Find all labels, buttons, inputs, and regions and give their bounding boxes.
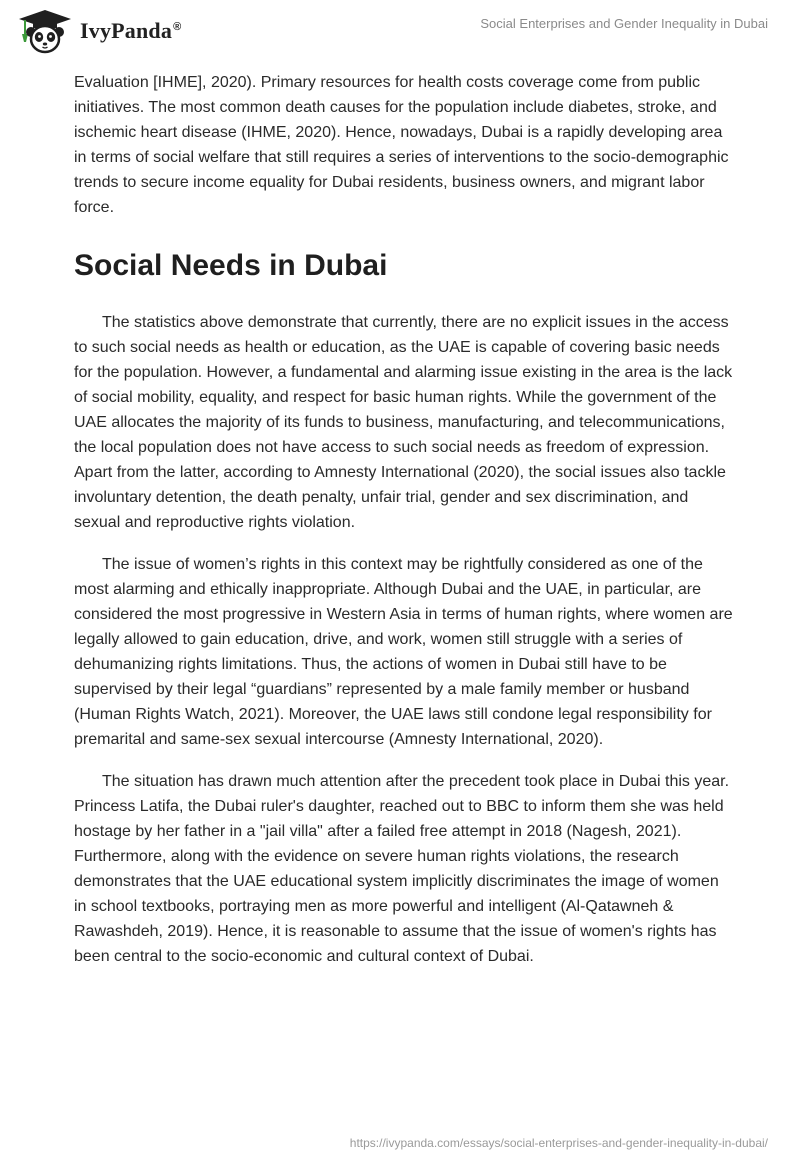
footer-url-link[interactable]: https://ivypanda.com/essays/social-enterprises-and-gender-inequality-in-dubai/ (349, 1136, 768, 1150)
panda-graduate-logo-icon (16, 8, 74, 54)
section-heading: Social Needs in Dubai (74, 249, 388, 282)
registered-mark: ® (173, 20, 182, 33)
body-paragraph: The situation has drawn much attention after the precedent took place in Dubai this year. Princess Latifa, the Dubai ruler's daughter, reached out to BBC to inform them she was held hostage by her father in a "jail villa" after a failed free attempt in 2018 (Nagesh, 2021). Furthermore, along with the evidence on severe human rights violations, the research demonstrates that the UAE educational system implicitly discriminates the image of women in school textbooks, portraying men as more powerful and intelligent (Al-Qatawneh & Rawashdeh, 2019). Hence, it is reasonable to assume that the issue of women's rights has been central to the socio-economic and cultural context of Dubai. (74, 773, 730, 965)
body-paragraph: The statistics above demonstrate that currently, there are no explicit issues in the access to such social needs as health or education, as the UAE is capable of covering basic needs for the population. However, a fundamental and alarming issue existing in the area is the lack of social mobility, equality, and respect for basic human rights. While the government of the UAE allocates the majority of its funds to business, manufacturing, and telecommunications, the local population does not have access to such social needs as freedom of expression. Apart from the latter, according to Amnesty International (2020), the social issues also tackle involuntary detention, the death penalty, unfair trial, gender and sex discrimination, and sexual and reproductive rights violation. (74, 314, 733, 531)
page-header (0, 0, 800, 68)
essay-body (74, 70, 734, 969)
brand-name: IvyPanda® (80, 18, 182, 43)
brand-logo[interactable] (16, 8, 181, 54)
body-paragraph: The issue of women’s rights in this context may be rightfully considered as one of the most alarming and ethically inappropriate. Although Dubai and the UAE, in particular, are considered the most progressive in Western Asia in terms of human rights, where women are legally allowed to gain education, drive, and work, women still struggle with a series of dehumanizing rights limitations. Thus, the actions of women in Dubai still have to be supervised by their legal “guardians” represented by a male family member or husband (Human Rights Watch, 2021). Moreover, the UAE laws still condone legal responsibility for premarital and same-sex sexual intercourse (Amnesty International, 2020). (74, 556, 733, 748)
intro-paragraph: Evaluation [IHME], 2020). Primary resources for health costs coverage come from public initiatives. The most common death causes for the population include diabetes, stroke, and ischemic heart disease (IHME, 2020). Hence, nowadays, Dubai is a rapidly developing area in terms of social welfare that still requires a series of interventions to the socio-demographic trends to secure income equality for Dubai residents, business owners, and migrant labor force. (74, 74, 729, 216)
document-title: Social Enterprises and Gender Inequality in Dubai (480, 16, 768, 31)
